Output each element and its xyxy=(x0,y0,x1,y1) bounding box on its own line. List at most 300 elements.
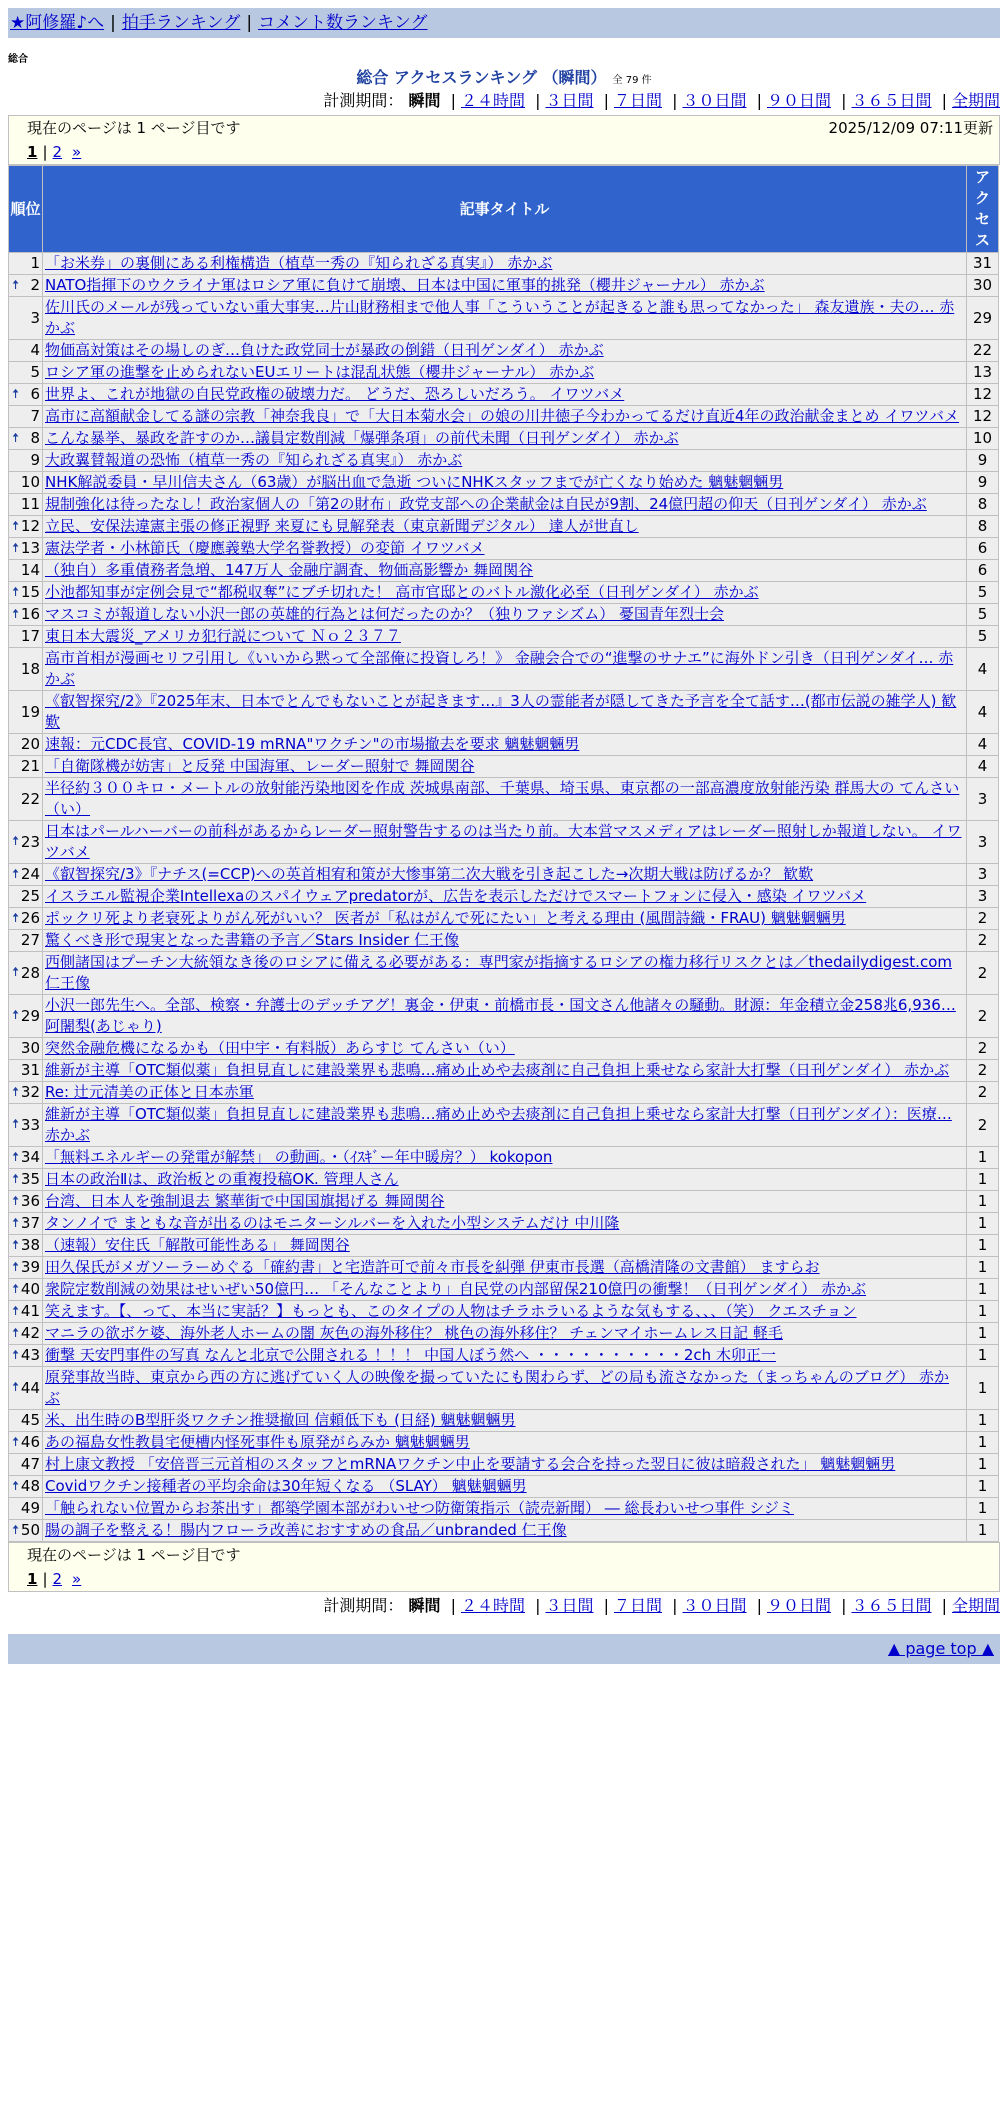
footer-bar xyxy=(8,1634,1000,1664)
table-row xyxy=(9,1147,999,1169)
table-row xyxy=(9,1345,999,1367)
rank-cell xyxy=(9,1454,43,1476)
title-cell xyxy=(43,778,967,821)
rank-cell xyxy=(9,428,43,450)
title-cell xyxy=(43,1257,967,1279)
rank-number: 47 xyxy=(20,1455,40,1473)
rank-cell xyxy=(9,253,43,275)
title-cell xyxy=(43,886,967,908)
table-row xyxy=(9,560,999,582)
table-row xyxy=(9,1410,999,1432)
article-title-link[interactable]: 佐川氏のメールが残っていない重大事実…片山財務相まで他人事「こういうことが起きると誰も思ってなかった」 森友遺族・夫の… 赤かぶ xyxy=(45,298,955,337)
rank-number: 19 xyxy=(20,702,40,721)
rank-number: 15 xyxy=(20,583,40,601)
access-count: 1 xyxy=(967,1410,999,1432)
table-row xyxy=(9,1301,999,1323)
title-cell xyxy=(43,864,967,886)
article-title-link[interactable]: 驚くべき形で現実となった書籍の予言／Stars Insider 仁王像 xyxy=(45,931,459,949)
title-cell xyxy=(43,952,967,995)
table-row xyxy=(9,1520,999,1542)
title-cell xyxy=(43,1038,967,1060)
page-top-link[interactable]: ▲ page top ▲ xyxy=(887,1639,994,1658)
access-count: 3 xyxy=(967,886,999,908)
rank-number: 49 xyxy=(20,1499,40,1517)
article-title-link[interactable]: 立民、安保法違憲主張の修正視野 来夏にも見解発表（東京新聞デジタル） 達人が世直し xyxy=(45,517,639,535)
table-row xyxy=(9,1454,999,1476)
article-title-link[interactable]: 日本の政治Ⅱは、政治板との重複投稿OK. 管理人さん xyxy=(45,1170,399,1188)
rank-cell xyxy=(9,1257,43,1279)
period-current-bottom: 瞬間 xyxy=(408,1596,441,1615)
rank-number: 26 xyxy=(20,909,40,927)
rank-number: 4 xyxy=(30,341,40,359)
title-cell xyxy=(43,340,967,362)
rank-up-arrow-icon: 🠅 xyxy=(12,1478,20,1494)
access-count: 2 xyxy=(967,930,999,952)
rank-up-arrow-icon: 🠅 xyxy=(12,1259,20,1275)
rank-cell xyxy=(9,648,43,691)
rank-cell xyxy=(9,886,43,908)
table-row xyxy=(9,1367,999,1410)
table-row xyxy=(9,886,999,908)
access-count: 2 xyxy=(967,1104,999,1147)
article-title-link[interactable]: タンノイで まともな音が出るのはモニターシルバーを入れた小型システムだけ 中川隆 xyxy=(45,1214,620,1232)
table-row xyxy=(9,648,999,691)
title-cell xyxy=(43,1213,967,1235)
table-row xyxy=(9,362,999,384)
rank-cell xyxy=(9,275,43,297)
period-link-all-bottom[interactable]: 全期間 xyxy=(951,1596,1000,1615)
article-title-link[interactable]: イスラエル監視企業Intellexaのスパイウェアpredatorが、広告を表示しただけでスマートフォンに侵入・感染 イワツバメ xyxy=(45,887,867,905)
table-row xyxy=(9,1104,999,1147)
title-cell xyxy=(43,1147,967,1169)
article-title-link[interactable]: 小沢一郎先生へ。全部、検察・弁護士のデッチアグ！裏金・伊東・前橋市長・国文さん他諸々の騒動。財源：年金積立金258兆6,936… 阿闍梨(あじゃり) xyxy=(45,996,956,1035)
rank-up-arrow-icon: 🠅 xyxy=(12,1522,20,1538)
article-title-link[interactable]: 大政翼賛報道の恐怖（植草一秀の『知られざる真実』） 赤かぶ xyxy=(45,451,463,469)
title-cell xyxy=(43,1082,967,1104)
access-count: 4 xyxy=(967,648,999,691)
access-count: 3 xyxy=(967,821,999,864)
table-row xyxy=(9,604,999,626)
title-cell xyxy=(43,648,967,691)
article-title-link[interactable]: 速報：元CDC長官、COVID-19 mRNA"ワクチン"の市場撤去を要求 魑魅魍魎男 xyxy=(45,735,580,753)
article-title-link[interactable]: 腸の調子を整える！腸内フローラ改善におすすめの食品／unbranded 仁王像 xyxy=(45,1521,567,1539)
title-cell xyxy=(43,253,967,275)
rank-up-arrow-icon: 🠅 xyxy=(12,1117,20,1132)
table-row xyxy=(9,995,999,1038)
article-title-link[interactable]: （速報）安住氏「解散可能性ある」 舞岡関谷 xyxy=(45,1236,350,1254)
table-row xyxy=(9,1235,999,1257)
access-count: 1 xyxy=(967,1191,999,1213)
article-title-link[interactable]: NHK解説委員・早川信夫さん（63歳）が脳出血で急逝 ついにNHKスタッフまでが亡くなり始めた 魑魅魍魎男 xyxy=(45,473,784,491)
rank-number: 25 xyxy=(20,887,40,905)
title-cell xyxy=(43,995,967,1038)
access-count: 12 xyxy=(967,384,999,406)
top-navigation-bar xyxy=(8,8,1000,38)
rank-cell xyxy=(9,604,43,626)
article-title-link[interactable]: マスコミが報道しない小沢一郎の英雄的行為とは何だったのか？（独りファシズム） 憂国青年烈士会 xyxy=(45,605,725,623)
title-cell xyxy=(43,1104,967,1147)
title-cell xyxy=(43,1279,967,1301)
count-column-header: アクセス xyxy=(967,166,999,253)
rank-number: 35 xyxy=(20,1170,40,1188)
article-title-link[interactable]: 衆院定数削減の効果はせいぜい50億円… 「そんなことより」自民党の内部留保210億円の衝撃！（日刊ゲンダイ） 赤かぶ xyxy=(45,1280,867,1298)
comment-ranking-link[interactable]: コメント数ランキング xyxy=(258,13,428,33)
rank-up-arrow-icon: 🠅 xyxy=(12,1325,20,1341)
title-cell xyxy=(43,428,967,450)
nav-separator: | xyxy=(110,13,116,33)
nav-separator: | xyxy=(246,13,253,33)
access-count: 29 xyxy=(967,297,999,340)
access-count: 30 xyxy=(967,275,999,297)
rank-cell xyxy=(9,864,43,886)
title-cell xyxy=(43,406,967,428)
rank-cell xyxy=(9,1476,43,1498)
rank-up-arrow-icon: 🠅 xyxy=(12,910,20,926)
access-count: 5 xyxy=(967,582,999,604)
rank-number: 48 xyxy=(20,1477,40,1495)
category-label: 総合 xyxy=(8,54,28,65)
access-count: 9 xyxy=(967,450,999,472)
rank-number: 29 xyxy=(20,1006,40,1025)
ranking-table xyxy=(8,165,999,1542)
access-count: 1 xyxy=(967,1169,999,1191)
period-link-all[interactable]: 全期間 xyxy=(951,91,1000,110)
update-timestamp: 2025/12/09 07:11更新 xyxy=(828,119,993,137)
rank-up-arrow-icon: 🠅 xyxy=(12,834,20,849)
access-count: 12 xyxy=(967,406,999,428)
access-count: 1 xyxy=(967,1147,999,1169)
article-title-link[interactable]: ロシア軍の進撃を止められないEUエリートは混乱状態（櫻井ジャーナル） 赤かぶ xyxy=(45,363,595,381)
title-cell xyxy=(43,1476,967,1498)
rank-cell xyxy=(9,340,43,362)
title-cell xyxy=(43,626,967,648)
period-link-30d[interactable]: ３０日間 xyxy=(682,91,747,110)
table-row xyxy=(9,756,999,778)
title-cell xyxy=(43,1191,967,1213)
total-count: 全 79 件 xyxy=(612,75,652,86)
table-row xyxy=(9,1323,999,1345)
table-row xyxy=(9,1476,999,1498)
rank-number: 50 xyxy=(20,1521,40,1539)
rank-number: 12 xyxy=(20,517,40,535)
article-title-link[interactable]: NATO指揮下のウクライナ軍はロシア軍に負けて崩壊、日本は中国に軍事的挑発（櫻井ジャーナル） 赤かぶ xyxy=(45,276,765,294)
rank-number: 17 xyxy=(20,627,40,645)
rank-cell xyxy=(9,734,43,756)
rank-number: 28 xyxy=(20,963,40,982)
article-title-link[interactable]: 小池都知事が定例会見で“都税収奪”にブチ切れた！ 高市官邸とのバトル激化必至（日刊ゲンダイ） 赤かぶ xyxy=(45,583,759,601)
period-link-365d[interactable]: ３６５日間 xyxy=(851,91,932,110)
rank-cell xyxy=(9,1235,43,1257)
access-count: 10 xyxy=(967,428,999,450)
rank-number: 27 xyxy=(20,931,40,949)
table-row xyxy=(9,384,999,406)
title-cell xyxy=(43,1323,967,1345)
period-link-90d-bottom[interactable]: ９０日間 xyxy=(766,1596,831,1615)
pager-page-2[interactable]: 2 xyxy=(52,143,63,161)
access-count: 4 xyxy=(967,734,999,756)
rank-cell xyxy=(9,1038,43,1060)
title-cell xyxy=(43,756,967,778)
article-title-link[interactable]: 「お米券」の裏側にある利権構造（植草一秀の『知られざる真実』） 赤かぶ xyxy=(45,254,553,272)
table-row xyxy=(9,626,999,648)
rank-cell xyxy=(9,952,43,995)
pager-top: 1 | 2 » xyxy=(27,143,82,161)
access-count: 6 xyxy=(967,560,999,582)
title-cell xyxy=(43,472,967,494)
rank-cell xyxy=(9,406,43,428)
access-count: 1 xyxy=(967,1257,999,1279)
rank-up-arrow-icon: 🠅 xyxy=(12,1149,20,1165)
table-row xyxy=(9,472,999,494)
title-cell xyxy=(43,297,967,340)
article-title-link[interactable]: 「無料エネルギーの発電が解禁」 の動画。・（ｲｽｷﾞー年中暖房？） kokopon xyxy=(45,1148,553,1166)
access-count: 2 xyxy=(967,952,999,995)
rank-cell xyxy=(9,1367,43,1410)
rank-up-arrow-icon: 🠅 xyxy=(12,1008,20,1023)
rank-number: 22 xyxy=(20,789,40,808)
title-cell xyxy=(43,560,967,582)
article-title-link[interactable]: 物価高対策はその場しのぎ…負けた政党同士が暴政の倒錯（日刊ゲンダイ） 赤かぶ xyxy=(45,341,604,359)
rank-number: 5 xyxy=(30,363,40,381)
rank-cell xyxy=(9,1169,43,1191)
table-row xyxy=(9,691,999,734)
rank-up-arrow-icon: 🠅 xyxy=(12,584,20,600)
rank-up-arrow-icon: 🠅 xyxy=(12,1380,20,1395)
rank-up-arrow-icon: 🠅 xyxy=(12,1434,20,1450)
rank-number: 37 xyxy=(20,1214,40,1232)
table-row xyxy=(9,1060,999,1082)
pager-current-page-bottom: 1 xyxy=(27,1570,38,1588)
table-row xyxy=(9,1213,999,1235)
table-row xyxy=(9,428,999,450)
period-link-7d-bottom[interactable]: ７日間 xyxy=(613,1596,662,1615)
title-cell xyxy=(43,362,967,384)
period-selector-bottom: 計測期間： 瞬間 | ２４時間 | ３日間 | ７日間 | ３０日間 | ９０日間 | ３６５日間 | 全期間 xyxy=(323,1596,1000,1615)
article-title-link[interactable]: 維新が主導「OTC類似薬」負担見直しに建設業界も悲鳴…痛め止めや去痰剤に自己負担上乗せなら家計大打撃（日刊ゲンダイ）：医療… 赤かぶ xyxy=(45,1105,952,1144)
page-info-text-bottom: 現在のページは 1 ページ目です xyxy=(27,1546,241,1564)
title-cell xyxy=(43,821,967,864)
rank-number: 33 xyxy=(20,1115,40,1134)
home-link[interactable]: ★阿修羅♪へ xyxy=(10,13,105,33)
access-count: 1 xyxy=(967,1498,999,1520)
period-link-3d[interactable]: ３日間 xyxy=(545,91,594,110)
rank-number: 13 xyxy=(20,539,40,557)
table-row xyxy=(9,538,999,560)
pager-next-arrow[interactable]: » xyxy=(72,143,82,161)
rank-number: 18 xyxy=(20,659,40,678)
title-cell xyxy=(43,1498,967,1520)
table-row xyxy=(9,908,999,930)
article-title-link[interactable]: あの福島女性教員宅便槽内怪死事件も原発がらみか 魑魅魍魎男 xyxy=(45,1433,470,1451)
rank-cell xyxy=(9,582,43,604)
rank-number: 14 xyxy=(20,561,40,579)
rank-cell xyxy=(9,908,43,930)
access-count: 22 xyxy=(967,340,999,362)
table-row xyxy=(9,952,999,995)
title-column-header: 記事タイトル xyxy=(43,166,967,253)
title-cell xyxy=(43,1432,967,1454)
rank-number: 9 xyxy=(30,451,40,469)
table-row xyxy=(9,450,999,472)
access-count: 1 xyxy=(967,1323,999,1345)
table-row xyxy=(9,297,999,340)
access-count: 5 xyxy=(967,626,999,648)
article-title-link[interactable]: 笑えます。【、って、本当に実話？】もっとも、このタイプの人物はチラホラいるような気もする、、、（笑） クエスチョン xyxy=(45,1302,857,1320)
table-row xyxy=(9,406,999,428)
access-count: 31 xyxy=(967,253,999,275)
rank-number: 36 xyxy=(20,1192,40,1210)
rank-cell xyxy=(9,930,43,952)
access-count: 1 xyxy=(967,1213,999,1235)
rank-cell xyxy=(9,362,43,384)
article-title-link[interactable]: 田久保氏がメガソーラーめぐる「確約書」と宅造許可で前々市長を糾弾 伊東市長選（高橋清隆の文書館） ますらお xyxy=(45,1258,820,1276)
rank-cell xyxy=(9,1432,43,1454)
title-cell xyxy=(43,582,967,604)
article-title-link[interactable]: （独自）多重債務者急増、147万人 金融庁調査、物価高影響か 舞岡関谷 xyxy=(45,561,534,579)
title-cell xyxy=(43,450,967,472)
clap-ranking-link[interactable]: 拍手ランキング xyxy=(121,13,241,33)
article-title-link[interactable]: 世界よ、これが地獄の自民党政権の破壊力だ。 どうだ、恐ろしいだろう。 イワツバメ xyxy=(45,385,625,403)
article-title-link[interactable]: 憲法学者・小林節氏（慶應義塾大学名誉教授）の変節 イワツバメ xyxy=(45,539,485,557)
title-cell xyxy=(43,734,967,756)
table-row xyxy=(9,1038,999,1060)
pager-current-page: 1 xyxy=(27,143,38,161)
access-count: 8 xyxy=(967,516,999,538)
rank-up-arrow-icon: 🠅 xyxy=(12,1281,20,1297)
article-title-link[interactable]: 維新が主導「OTC類似薬」負担見直しに建設業界も悲鳴…痛め止めや去痰剤に自己負担上乗せなら家計大打撃（日刊ゲンダイ） 赤かぶ xyxy=(45,1061,950,1079)
table-row xyxy=(9,930,999,952)
article-title-link[interactable]: Re: 辻元清美の正体と日本赤軍 xyxy=(45,1083,254,1101)
rank-cell xyxy=(9,384,43,406)
rank-up-arrow-icon: 🠅 xyxy=(12,430,20,446)
rank-number: 10 xyxy=(20,473,40,491)
article-title-link[interactable]: 西側諸国はプーチン大統領なき後のロシアに備える必要がある：専門家が指摘するロシアの権力移行リスクとは／thedailydigest.com 仁王像 xyxy=(45,953,952,992)
rank-number: 43 xyxy=(20,1346,40,1364)
rank-number: 7 xyxy=(30,407,40,425)
article-title-link[interactable]: 半径約３００キロ・メートルの放射能汚染地図を作成 茨城県南部、千葉県、埼玉県、東京都の一部高濃度放射能汚染 群馬大の てんさい（い） xyxy=(45,779,960,818)
article-title-link[interactable]: 衝撃 天安門事件の写真 なんと北京で公開される ！！！ 中国人ぼう然へ ・・・・・・・・・・2ch 木卯正一 xyxy=(45,1346,776,1364)
title-cell xyxy=(43,908,967,930)
rank-number: 11 xyxy=(20,495,40,513)
period-link-3d-bottom[interactable]: ３日間 xyxy=(545,1596,594,1615)
article-title-link[interactable]: 米、出生時のB型肝炎ワクチン推奨撤回 信頼低下も (日経) 魑魅魍魎男 xyxy=(45,1411,516,1429)
article-title-link[interactable]: 「自衛隊機が妨害」と反発 中国海軍、レーダー照射で 舞岡関谷 xyxy=(45,757,475,775)
rank-up-arrow-icon: 🠅 xyxy=(12,518,20,534)
rank-cell xyxy=(9,1060,43,1082)
table-row xyxy=(9,1191,999,1213)
title-cell xyxy=(43,930,967,952)
rank-up-arrow-icon: 🠅 xyxy=(12,1347,20,1363)
pager-page-2-bottom[interactable]: 2 xyxy=(52,1570,63,1588)
access-count: 1 xyxy=(967,1454,999,1476)
rank-up-arrow-icon: 🠅 xyxy=(12,1084,20,1100)
rank-number: 31 xyxy=(20,1061,40,1079)
table-row xyxy=(9,778,999,821)
rank-number: 32 xyxy=(20,1083,40,1101)
article-title-link[interactable]: 日本はパールハーバーの前科があるからレーダー照射警告するのは当たり前。大本営マスメディアはレーダー照射しか報道しない。 イワツバメ xyxy=(45,822,962,861)
article-title-link[interactable]: Covidワクチン接種者の平均余命は30年短くなる （SLAY） 魑魅魍魎男 xyxy=(45,1477,527,1495)
rank-up-arrow-icon: 🠅 xyxy=(12,1193,20,1209)
article-title-link[interactable]: 高市首相が漫画セリフ引用し《いいから黙って全部俺に投資しろ！》 金融会合での“進撃のサナエ”に海外ドン引き（日刊ゲンダイ… 赤かぶ xyxy=(45,649,954,688)
rank-cell xyxy=(9,995,43,1038)
pager-next-arrow-bottom[interactable]: » xyxy=(72,1570,82,1588)
rank-cell xyxy=(9,1279,43,1301)
table-row xyxy=(9,821,999,864)
article-title-link[interactable]: 高市に高額献金してる謎の宗教「神奈我良」で「大日本菊水会」の娘の川井徳子今わかってるだけ直近4年の政治献金まとめ イワツバメ xyxy=(45,407,960,425)
rank-number: 16 xyxy=(20,605,40,623)
article-title-link[interactable]: こんな暴挙、暴政を許すのか…議員定数削減「爆弾条項」の前代未聞（日刊ゲンダイ） 赤かぶ xyxy=(45,429,679,447)
rank-number: 6 xyxy=(30,385,40,403)
article-title-link[interactable]: 突然金融危機になるかも（田中宇・有料版）あらすじ てんさい（い） xyxy=(45,1039,515,1057)
rank-cell xyxy=(9,1213,43,1235)
table-row xyxy=(9,582,999,604)
table-row xyxy=(9,340,999,362)
rank-cell xyxy=(9,821,43,864)
access-count: 2 xyxy=(967,995,999,1038)
rank-up-arrow-icon: 🠅 xyxy=(12,1215,20,1231)
article-title-link[interactable]: 村上康文教授 「安倍晋三元首相のスタッフとmRNAワクチン中止を要請する会合を持った翌日に彼は暗殺された」 魑魅魍魎男 xyxy=(45,1455,896,1473)
table-row xyxy=(9,1257,999,1279)
rank-number: 21 xyxy=(20,757,40,775)
period-link-24h-bottom[interactable]: ２４時間 xyxy=(460,1596,525,1615)
article-title-link[interactable]: 《叡智探究/2》『2025年末、日本でとんでもないことが起きます…』3人の霊能者が隠してきた予言を全て話す…(都市伝説の雑学人) 歓歎 xyxy=(45,692,957,731)
table-row xyxy=(9,1432,999,1454)
rank-number: 24 xyxy=(20,865,40,883)
article-title-link[interactable]: ポックリ死より老衰死よりがん死がいい？ 医者が「私はがんで死にたい」と考える理由 (風間詩織・FRAU) 魑魅魍魎男 xyxy=(45,909,846,927)
rank-up-arrow-icon: 🠅 xyxy=(12,1171,20,1187)
title-cell xyxy=(43,516,967,538)
access-count: 2 xyxy=(967,1038,999,1060)
period-current: 瞬間 xyxy=(408,91,441,110)
period-label-bottom: 計測期間： xyxy=(323,1596,404,1615)
period-link-365d-bottom[interactable]: ３６５日間 xyxy=(851,1596,932,1615)
rank-number: 41 xyxy=(20,1302,40,1320)
rank-cell xyxy=(9,516,43,538)
article-title-link[interactable]: マニラの欲ボケ婆、海外老人ホームの闇 灰色の海外移住？ 桃色の海外移住？ チェンマイホームレス日記 軽毛 xyxy=(45,1324,783,1342)
period-link-90d[interactable]: ９０日間 xyxy=(766,91,831,110)
rank-up-arrow-icon: 🠅 xyxy=(12,606,20,622)
rank-up-arrow-icon: 🠅 xyxy=(12,1237,20,1253)
rank-number: 34 xyxy=(20,1148,40,1166)
period-link-7d[interactable]: ７日間 xyxy=(613,91,662,110)
table-header-row xyxy=(9,166,999,253)
rank-up-arrow-icon: 🠅 xyxy=(12,866,20,882)
article-title-link[interactable]: 「触られない位置からお茶出す」都築学園本部がわいせつ防衛策指示（読売新聞） ― 総長わいせつ事件 シジミ xyxy=(45,1499,794,1517)
rank-number: 40 xyxy=(20,1280,40,1298)
article-title-link[interactable]: 《叡智探究/3》『ナチス(=CCP)への英首相宥和策が大惨事第二次大戦を引き起こした→次期大戦は防げるか？ 歓歎 xyxy=(45,865,814,883)
article-title-link[interactable]: 規制強化は待ったなし！政治家個人の「第2の財布」政党支部への企業献金は自民が9割、24億円超の仰天（日刊ゲンダイ） 赤かぶ xyxy=(45,495,927,513)
rank-cell xyxy=(9,626,43,648)
rank-number: 8 xyxy=(30,429,40,447)
title-cell xyxy=(43,1410,967,1432)
access-count: 3 xyxy=(967,778,999,821)
article-title-link[interactable]: 東日本大震災_アメリカ犯行説について Ｎｏ２３７７ xyxy=(45,627,401,645)
access-count: 1 xyxy=(967,1520,999,1542)
rank-number: 42 xyxy=(20,1324,40,1342)
rank-up-arrow-icon: 🠅 xyxy=(12,965,20,980)
title-cell xyxy=(43,1235,967,1257)
page-info-text: 現在のページは 1 ページ目です xyxy=(27,119,241,137)
title-cell xyxy=(43,538,967,560)
article-title-link[interactable]: 台湾、日本人を強制退去 繁華街で中国国旗掲げる 舞岡関谷 xyxy=(45,1192,445,1210)
rank-number: 46 xyxy=(20,1433,40,1451)
rank-up-arrow-icon: 🠅 xyxy=(12,386,20,402)
period-link-30d-bottom[interactable]: ３０日間 xyxy=(682,1596,747,1615)
rank-cell xyxy=(9,1104,43,1147)
article-title-link[interactable]: 原発事故当時、東京から西の方に逃げていく人の映像を撮っていたにも関わらず、どの局も流さなかった（まっちゃんのブログ） 赤かぶ xyxy=(45,1368,950,1407)
period-link-24h[interactable]: ２４時間 xyxy=(460,91,525,110)
access-count: 6 xyxy=(967,538,999,560)
